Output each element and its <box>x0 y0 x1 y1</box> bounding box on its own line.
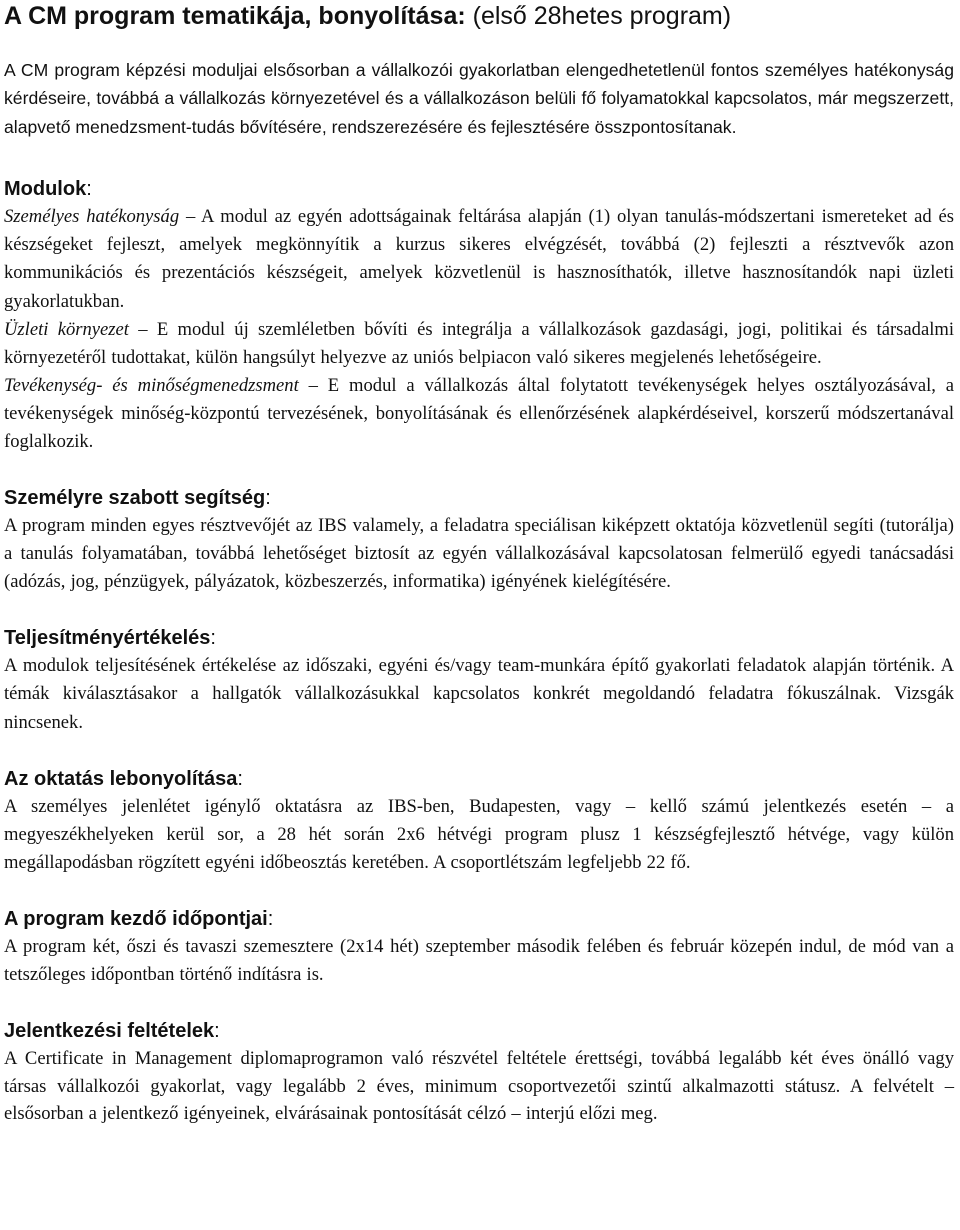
heading-colon: : <box>265 487 271 510</box>
section-heading-application-requirements-text: Jelentkezési feltételek <box>4 1020 215 1043</box>
section-body-personal-support: A program minden egyes résztvevőjét az IBS valamely, a feladatra speciálisan kiképzett oktatója közvetlenül segíti (tutorálja) a tanulás folyamatában, továbbá lehetőséget biztosít az egyén vállalkozásával kapcsolatosan felmerülő egyedi tanácsadási (adózás, jog, pénzügyek, pályázatok, közbeszerzés, informatika) igényének kielégítésére. <box>4 515 954 593</box>
section-heading-performance-evaluation <box>4 624 954 652</box>
module-description: – A modul az egyén adottságainak feltárása alapján (1) olyan tanulás-módszertani ismereteket ad és készségeket fejleszt, amelyek megkönnyítik a kurzus sikeres elvégzését, továbbá (2) fejleszti a résztvevők azon kommunikációs és prezentációs készségeit, amelyek közvetlenül is hasznosíthatók, illetve hasznosítandók napi üzleti gyakorlatukban. <box>4 206 954 312</box>
section-body-course-organization: A személyes jelenlétet igénylő oktatásra az IBS-ben, Budapesten, vagy – kellő számú jelentkezés esetén – a megyeszékhelyeken kerül sor, a 28 hét során 2x6 hétvégi program plusz 1 készségfejlesztő hétvége, vagy külön megállapodásban rögzített egyéni időbeosztás keretében. A csoportlétszám legfeljebb 22 fő. <box>4 795 954 873</box>
section-application-requirements <box>4 1017 954 1128</box>
heading-colon: : <box>237 767 243 790</box>
section-start-dates <box>4 905 954 989</box>
section-personal-support <box>4 484 954 596</box>
section-modules <box>4 175 954 456</box>
section-heading-start-dates-text: A program kezdő időpontjai <box>4 907 268 930</box>
section-heading-start-dates <box>4 905 954 933</box>
module-name: Személyes hatékonyság <box>4 206 180 228</box>
heading-colon: : <box>86 178 92 201</box>
page-title-bold: A CM program tematikája, bonyolítása: <box>4 2 466 30</box>
page-title-subtitle: (első 28hetes program) <box>465 2 732 30</box>
section-heading-course-organization <box>4 765 954 793</box>
section-course-organization <box>4 765 954 877</box>
heading-colon: : <box>210 627 216 650</box>
module-name: Üzleti környezet <box>4 318 129 340</box>
page-title <box>4 0 954 32</box>
section-heading-modules <box>4 175 954 203</box>
heading-colon: : <box>214 1020 220 1043</box>
module-item-personal-effectiveness <box>4 203 954 315</box>
section-body-performance-evaluation: A modulok teljesítésének értékelése az időszaki, egyéni és/vagy team-munkára építő gyakorlati feladatok alapján történik. A témák kiválasztásakor a hallgatók vállalkozásukkal kapcsolatos konkrét megoldandó feladatra fókuszálnak. Vizsgák nincsenek. <box>4 655 954 733</box>
section-body-application-requirements: A Certificate in Management diplomaprogramon való részvétel feltétele érettségi, továbbá legalább két éves önálló vagy társas vállalkozói gyakorlat, vagy legalább 2 éves, minimum csoportvezetői szintű alkalmazotti státusz. A felvételt – elsősorban a jelentkező igényeinek, elvárásainak pontosítását célzó – interjú előzi meg. <box>4 1048 954 1125</box>
section-heading-application-requirements <box>4 1017 954 1045</box>
module-description: – E modul új szemléletben bővíti és integrálja a vállalkozások gazdasági, jogi, politikai és társadalmi környezetéről tudottakat, külön hangsúlyt helyezve az uniós belpiacon való sikeres megjelenés lehetőségeire. <box>4 318 954 368</box>
section-heading-course-organization-text: Az oktatás lebonyolítása <box>4 767 238 790</box>
heading-colon: : <box>267 907 274 930</box>
section-performance-evaluation <box>4 624 954 736</box>
module-item-activity-quality-management <box>4 372 954 456</box>
module-name: Tevékenység- és minőségmenedzsment <box>4 374 299 396</box>
section-heading-personal-support-text: Személyre szabott segítség <box>4 487 266 510</box>
module-description: – E modul a vállalkozás által folytatott tevékenységek helyes osztályozásával, a tevékenységek minőség-központú tervezésének, bonyolításának és ellenőrzésének alapkérdéseivel, korszerű módszertanával foglalkozik. <box>4 374 955 452</box>
section-heading-performance-evaluation-text: Teljesítményértékelés <box>4 627 211 650</box>
section-heading-personal-support <box>4 484 954 512</box>
intro-paragraph: A CM program képzési moduljai elsősorban a vállalkozói gyakorlatban elengedhetetlenül fontos személyes hatékonyság kérdéseire, továbbá a vállalkozás környezetével és a vállalkozáson belüli fő folyamatokkal kapcsolatos, már megszerzett, alapvető menedzsment-tudás bővítésére, rendszerezésére és fejlesztésére összpontosítanak. <box>4 60 954 137</box>
section-body-start-dates: A program két, őszi és tavaszi szemesztere (2x14 hét) szeptember második felében és február közepén indul, de mód van a tetszőleges időpontban történő indításra is. <box>4 935 954 985</box>
module-item-business-environment <box>4 316 954 372</box>
section-heading-modules-text: Modulok <box>4 178 87 201</box>
